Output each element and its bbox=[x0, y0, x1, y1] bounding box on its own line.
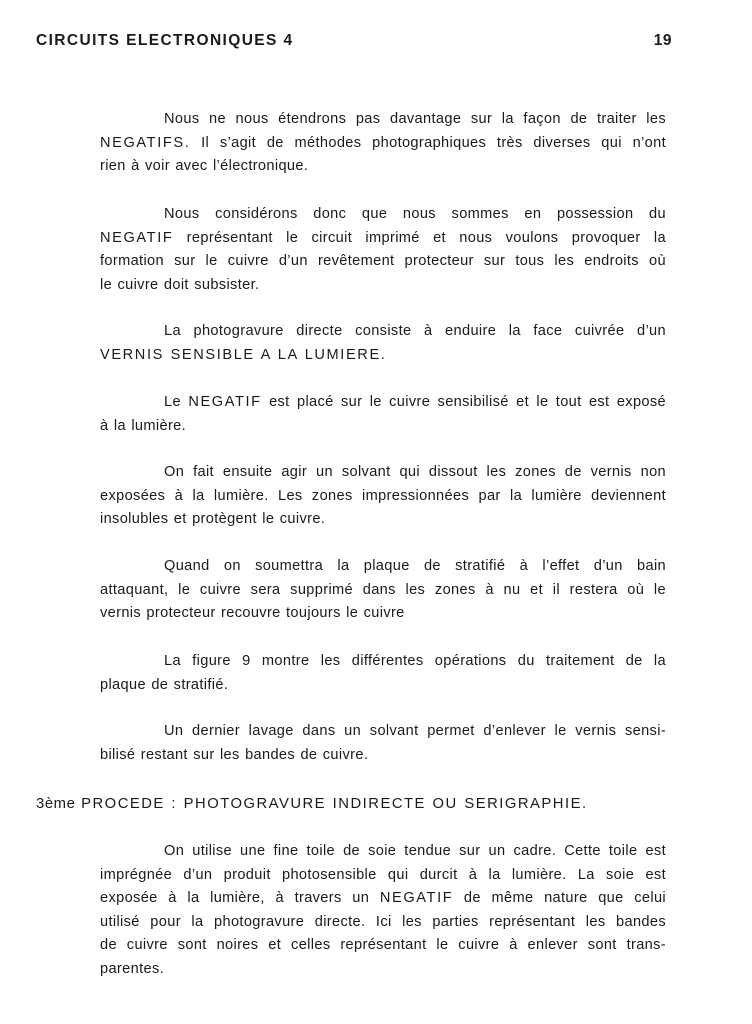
paragraph bbox=[36, 391, 666, 438]
paragraph-text: exposées à la lumière. Les zones impressionnées par la lumière deviennent bbox=[100, 487, 666, 504]
paragraph-text: rien à voir avec l’électronique. bbox=[100, 158, 309, 174]
paragraph-text: parentes. bbox=[100, 960, 164, 977]
paragraph-text: Nous ne nous étendrons pas davantage sur la façon de traiter les bbox=[164, 111, 666, 127]
paragraph-text: plaque de stratifié. bbox=[100, 676, 229, 693]
section-heading-prefix: 3ème bbox=[36, 796, 82, 812]
emphasis-text: NEGATIFS. bbox=[100, 134, 191, 151]
paragraph bbox=[36, 461, 666, 532]
paragraph-text: attaquant, le cuivre sera supprimé dans les zones à nu et il restera où le bbox=[100, 581, 666, 598]
paragraph bbox=[36, 650, 666, 697]
paragraph-text: Il s’agit de méthodes photographiques très diverses qui n’ont bbox=[190, 134, 666, 151]
paragraph-text: Un dernier lavage dans un solvant permet d’enlever le vernis sensi- bbox=[164, 723, 666, 739]
paragraph-text: Quand on soumettra la plaque de stratifié à l’effet d’un bain bbox=[164, 558, 666, 574]
paragraph bbox=[36, 320, 666, 367]
paragraph-text: La photogravure directe consiste à enduire la face cuivrée d’un bbox=[164, 323, 666, 339]
paragraph-text: utilisé pour la photogravure directe. Ici les parties représentant les bandes bbox=[100, 913, 666, 930]
paragraph bbox=[36, 720, 666, 767]
paragraph-text: représentant le circuit imprimé et nous voulons provoquer la bbox=[173, 229, 666, 246]
page-header bbox=[36, 32, 672, 54]
paragraph-text: vernis protecteur recouvre toujours le cuivre bbox=[100, 605, 405, 621]
emphasis-text: NEGATIF bbox=[100, 229, 174, 246]
paragraph bbox=[36, 840, 666, 981]
emphasis-text: NEGATIF bbox=[379, 890, 454, 906]
paragraph-text: On fait ensuite agir un solvant qui dissout les zones de vernis non bbox=[164, 464, 666, 480]
paragraph bbox=[36, 555, 666, 626]
paragraph-text: formation sur le cuivre d’un revêtement protecteur sur tous les endroits où bbox=[100, 253, 666, 269]
paragraph-text: le cuivre doit subsister. bbox=[100, 276, 260, 293]
emphasis-text: VERNIS SENSIBLE A LA LUMIERE. bbox=[100, 346, 387, 363]
paragraph-text: Nous considérons donc que nous sommes en possession du bbox=[164, 206, 666, 222]
paragraph-text: On utilise une fine toile de soie tendue sur un cadre. Cette toile est bbox=[164, 843, 666, 859]
section-heading-text: PROCEDE : PHOTOGRAVURE INDIRECTE OU SERIGRAPHIE. bbox=[81, 796, 588, 812]
paragraph-text: imprégnée d’un produit photosensible qui durcit à la lumière. La soie est bbox=[100, 866, 666, 883]
paragraph-text: de même nature que celui bbox=[453, 890, 667, 906]
paragraph-text: à la lumière. bbox=[100, 417, 187, 434]
paragraph bbox=[36, 108, 666, 179]
running-title: CIRCUITS ELECTRONIQUES 4 bbox=[36, 32, 294, 49]
paragraph bbox=[36, 203, 666, 297]
paragraph-text: Le bbox=[164, 394, 189, 410]
paragraph-text: exposée à la lumière, à travers un bbox=[100, 890, 380, 906]
paragraph-text: est placé sur le cuivre sensibilisé et le tout est exposé bbox=[261, 394, 666, 410]
paragraph-text: La figure 9 montre les différentes opérations du traitement de la bbox=[164, 653, 666, 669]
emphasis-text: NEGATIF bbox=[188, 394, 262, 410]
paragraph-text: de cuivre sont noires et celles représentant le cuivre à enlever sont trans- bbox=[100, 937, 666, 953]
page-number: 19 bbox=[653, 32, 672, 49]
paragraph-text: insolubles et protègent le cuivre. bbox=[100, 511, 326, 527]
paragraph-text: bilisé restant sur les bandes de cuivre. bbox=[100, 746, 369, 763]
section-heading bbox=[36, 793, 666, 817]
